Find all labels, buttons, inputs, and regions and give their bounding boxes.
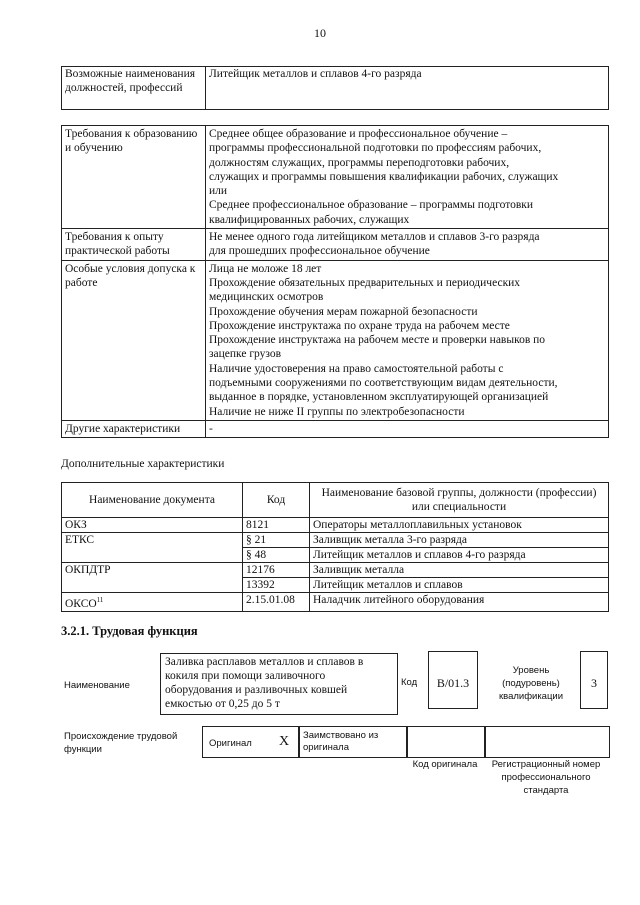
education-value [206, 126, 609, 229]
header-name: Наименование базовой группы, должности (профессии) или специальности [310, 483, 609, 518]
job-titles-table [61, 66, 609, 110]
special-line: зацепке грузов [209, 348, 282, 361]
code-cell: 8121 [243, 518, 310, 533]
name-cell: Литейщик металлов и сплавов 4-го разряда [310, 548, 609, 563]
doc-okso [62, 593, 243, 612]
special-line: медицинских осмотров [209, 291, 324, 304]
education-line: квалифицированных рабочих, служащих [209, 213, 410, 226]
special-line: Наличие не ниже II группы по электробезопасности [209, 405, 465, 418]
job-titles-label: Возможные наименования должностей, профессий [62, 67, 206, 110]
page-number: 10 [314, 26, 326, 40]
code-cell: 12176 [243, 563, 310, 578]
special-line: Прохождение инструктажа на рабочем месте и проверки навыков по [209, 334, 546, 347]
code-cell: 13392 [243, 578, 310, 593]
code-label: Код [401, 677, 418, 688]
section-title: 3.2.1. Трудовая функция [61, 624, 198, 638]
name-cell: Заливщик металла [310, 563, 609, 578]
borrowed-label: Заимствовано из оригинала [303, 730, 379, 753]
doc-etks: ЕТКС [62, 533, 243, 563]
code-cell: § 48 [243, 548, 310, 563]
experience-line: Не менее одного года литейщиком металлов и сплавов 3-го разряда [209, 231, 540, 244]
special-line: Прохождение инструктажа по охране труда на рабочем месте [209, 319, 510, 332]
footnote-mark: 11 [96, 596, 104, 604]
experience-line: для прошедших профессиональное обучение [209, 245, 430, 258]
original-mark: X [279, 734, 290, 749]
additional-title: Дополнительные характеристики [61, 458, 225, 470]
experience-value [206, 229, 609, 261]
level-label: Уровень (подуровень) квалификации [498, 665, 564, 702]
level-value: 3 [580, 651, 608, 709]
special-line: Прохождение обязательных предварительных и периодических [209, 276, 521, 289]
job-titles-value: Литейщик металлов и сплавов 4-го разряда [206, 67, 609, 110]
special-conditions-label: Особые условия допуска к работе [62, 260, 206, 420]
name-label: Наименование [64, 680, 130, 691]
orig-code-box [406, 726, 486, 758]
name-cell: Литейщик металлов и сплавов [310, 578, 609, 593]
doc-okz: ОКЗ [62, 518, 243, 533]
name-cell: Операторы металлоплавильных установок [310, 518, 609, 533]
other-characteristics-label: Другие характеристики [62, 420, 206, 437]
education-line: служащих и программы повышения квалификации рабочих, служащих [209, 170, 559, 183]
requirements-table [61, 125, 609, 438]
original-label: Оригинал [209, 738, 252, 749]
doc-okpdtr: ОКПДТР [62, 563, 243, 593]
special-line: выданное в порядке, установленном эксплуатирующей организацией [209, 391, 549, 404]
original-box [202, 726, 300, 758]
orig-code-caption: Код оригинала [412, 759, 478, 770]
code-value: B/01.3 [428, 651, 478, 709]
education-line: или [209, 185, 228, 198]
special-line: подъемными сооружениями по соответствующим видам деятельности, [209, 377, 558, 390]
okso-label: ОКСО [65, 597, 97, 610]
code-cell: 2.15.01.08 [243, 593, 310, 612]
origin-label: Происхождение трудовой функции [64, 731, 178, 755]
function-name: Заливка расплавов металлов и сплавов в кокиля при помощи заливочного оборудования и разливочных ковшей емкостью от 0,25 до 5 т [160, 653, 398, 715]
name-cell: Заливщик металла 3-го разряда [310, 533, 609, 548]
additional-table [61, 482, 609, 612]
education-line: Среднее профессиональное образование – программы подготовки [209, 199, 534, 212]
reg-number-caption: Регистрационный номер профессионального стандарта [491, 759, 601, 796]
reg-number-box [484, 726, 610, 758]
special-line: Наличие удостоверения на право самостоятельной работы с [209, 362, 504, 375]
other-characteristics-value: - [206, 420, 609, 437]
special-line: Прохождение обучения мерам пожарной безопасности [209, 305, 478, 318]
education-line: Среднее общее образование и профессиональное обучение – [209, 128, 508, 140]
header-document: Наименование документа [62, 483, 243, 518]
borrowed-box [298, 726, 408, 758]
education-line: программы профессиональной подготовки по профессиям рабочих, [209, 142, 542, 155]
name-cell: Наладчик литейного оборудования [310, 593, 609, 612]
special-conditions-value [206, 260, 609, 420]
special-line: Лица не моложе 18 лет [209, 262, 322, 275]
education-line: должностям служащих, программы переподготовки рабочих, [209, 156, 510, 169]
experience-label: Требования к опыту практической работы [62, 229, 206, 261]
header-code: Код [243, 483, 310, 518]
education-label: Требования к образованию и обучению [62, 126, 206, 229]
code-cell: § 21 [243, 533, 310, 548]
